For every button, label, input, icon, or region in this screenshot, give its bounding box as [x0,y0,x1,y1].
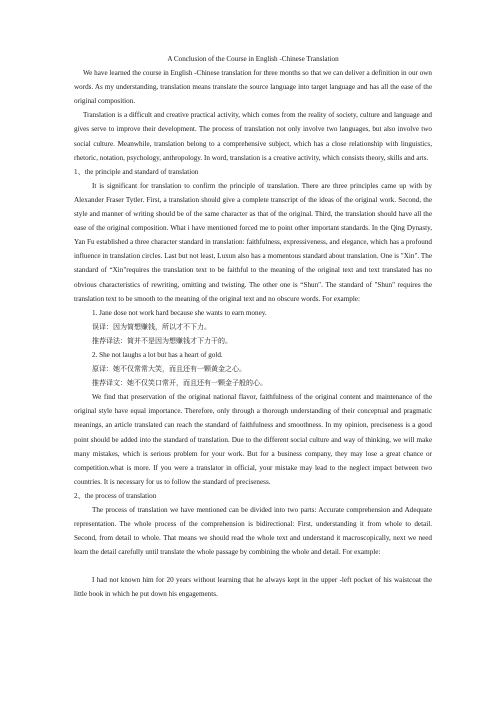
process-paragraph: The process of translation we have mentioned can be divided into two parts: Accurate comprehension and Adequate representation. The whole process of the comprehension is bidirectional: First, understanding it from whole to detail. Second, from detail to whole. That means we should read the whole text and understand it macroscopically, next we need learn the detail carefully until translate the whole passage by combining the whole and detail. For example: [74,506,432,557]
example-line: 误译：因为简想赚钱，所以才不下力。 [92,322,211,331]
intro-paragraph: We have learned the course in English -Chinese translation for three months so that we can deliver a definition in our own words. As my understanding, translation means translate the source language into target language and has all the ease of the original composition. [74,69,432,106]
principles-paragraph: It is significant for translation to confirm the principle of translation. There are three principles came up with by Alexander Fraser Tytler. First, a translation should give a complete transcript of the ideas of the original work. Second, the style and manner of writing should be of the same character as that of the original. Third, the translation should have all the ease of the original composition. What i have mentioned forced me to point other important standards. In the Qing Dynasty, Yan Fu established a three character standard in translation: faithfulness, expressiveness, and elegance, which has a profound influence in translation circles. Last but not least, Luxun also has a momentous standard about translation. One is "Xin". The standard of “Xin"requires the translation text to be faithful to the meaning of the original text and text translated has no obvious characteristics of rewriting, omitting and twisting. The other one is “Shun". The standard of "Shun" requires the translation text to be smooth to the meaning of the original text and no obscure words. For example: [74,181,432,303]
example-line: 1. Jane dose not work hard because she wants to earn money. [92,308,267,317]
document-title: A Conclusion of the Course in English -Chinese Translation [167,55,339,63]
example-line: 原译：她不仅常常大笑，而且还有一颗黄金之心。 [92,365,246,374]
document-body [74,52,432,602]
example-line: 2. She not laughs a lot but has a heart of gold. [92,350,223,359]
section-heading: 2、the process of translation [74,491,157,500]
spacer [74,559,432,573]
example-paragraph: I had not known him for 20 years without learning that he always kept in the upper -left pocket of his waistcoat the little book in which he put down his engagements. [74,576,432,599]
section-heading: 1、the principle and standard of translation [74,167,199,176]
preciseness-paragraph: We find that preservation of the original national flavor, faithfulness of the original content and maintenance of the original style have equal importance. Therefore, only through a thorough understanding of their conceptual and pragmatic meanings, an article translated can reach the standard of faithfulness and smoothness. In my opinion, preciseness is a good point should be added into the standard of translation. Due to the different social culture and way of thinking, we will make many mistakes, which is serious problem for your work. But for a business company, they may lose a great chance or competition.what is more. If you were a translator in official, your mistake may lead to the neglect impact between two countries. It is necessary for us to follow the standard of preciseness. [74,393,432,486]
definition-paragraph: Translation is a difficult and creative practical activity, which comes from the reality of society, culture and language and gives serve to improve their development. The process of translation not only involve two languages, but also involve two social culture. Meanwhile, translation belong to a comprehensive subject, which has a close relationship with linguistics, rhetoric, notation, psychology, anthropology. In word, translation is a creative activity, which consists theory, skills and arts. [74,111,432,162]
example-line: 推荐译文：她不仅笑口常开，而且还有一颗金子般的心。 [92,379,267,388]
example-line: 推荐译法：简并不是因为想赚钱才下力干的。 [92,336,232,345]
